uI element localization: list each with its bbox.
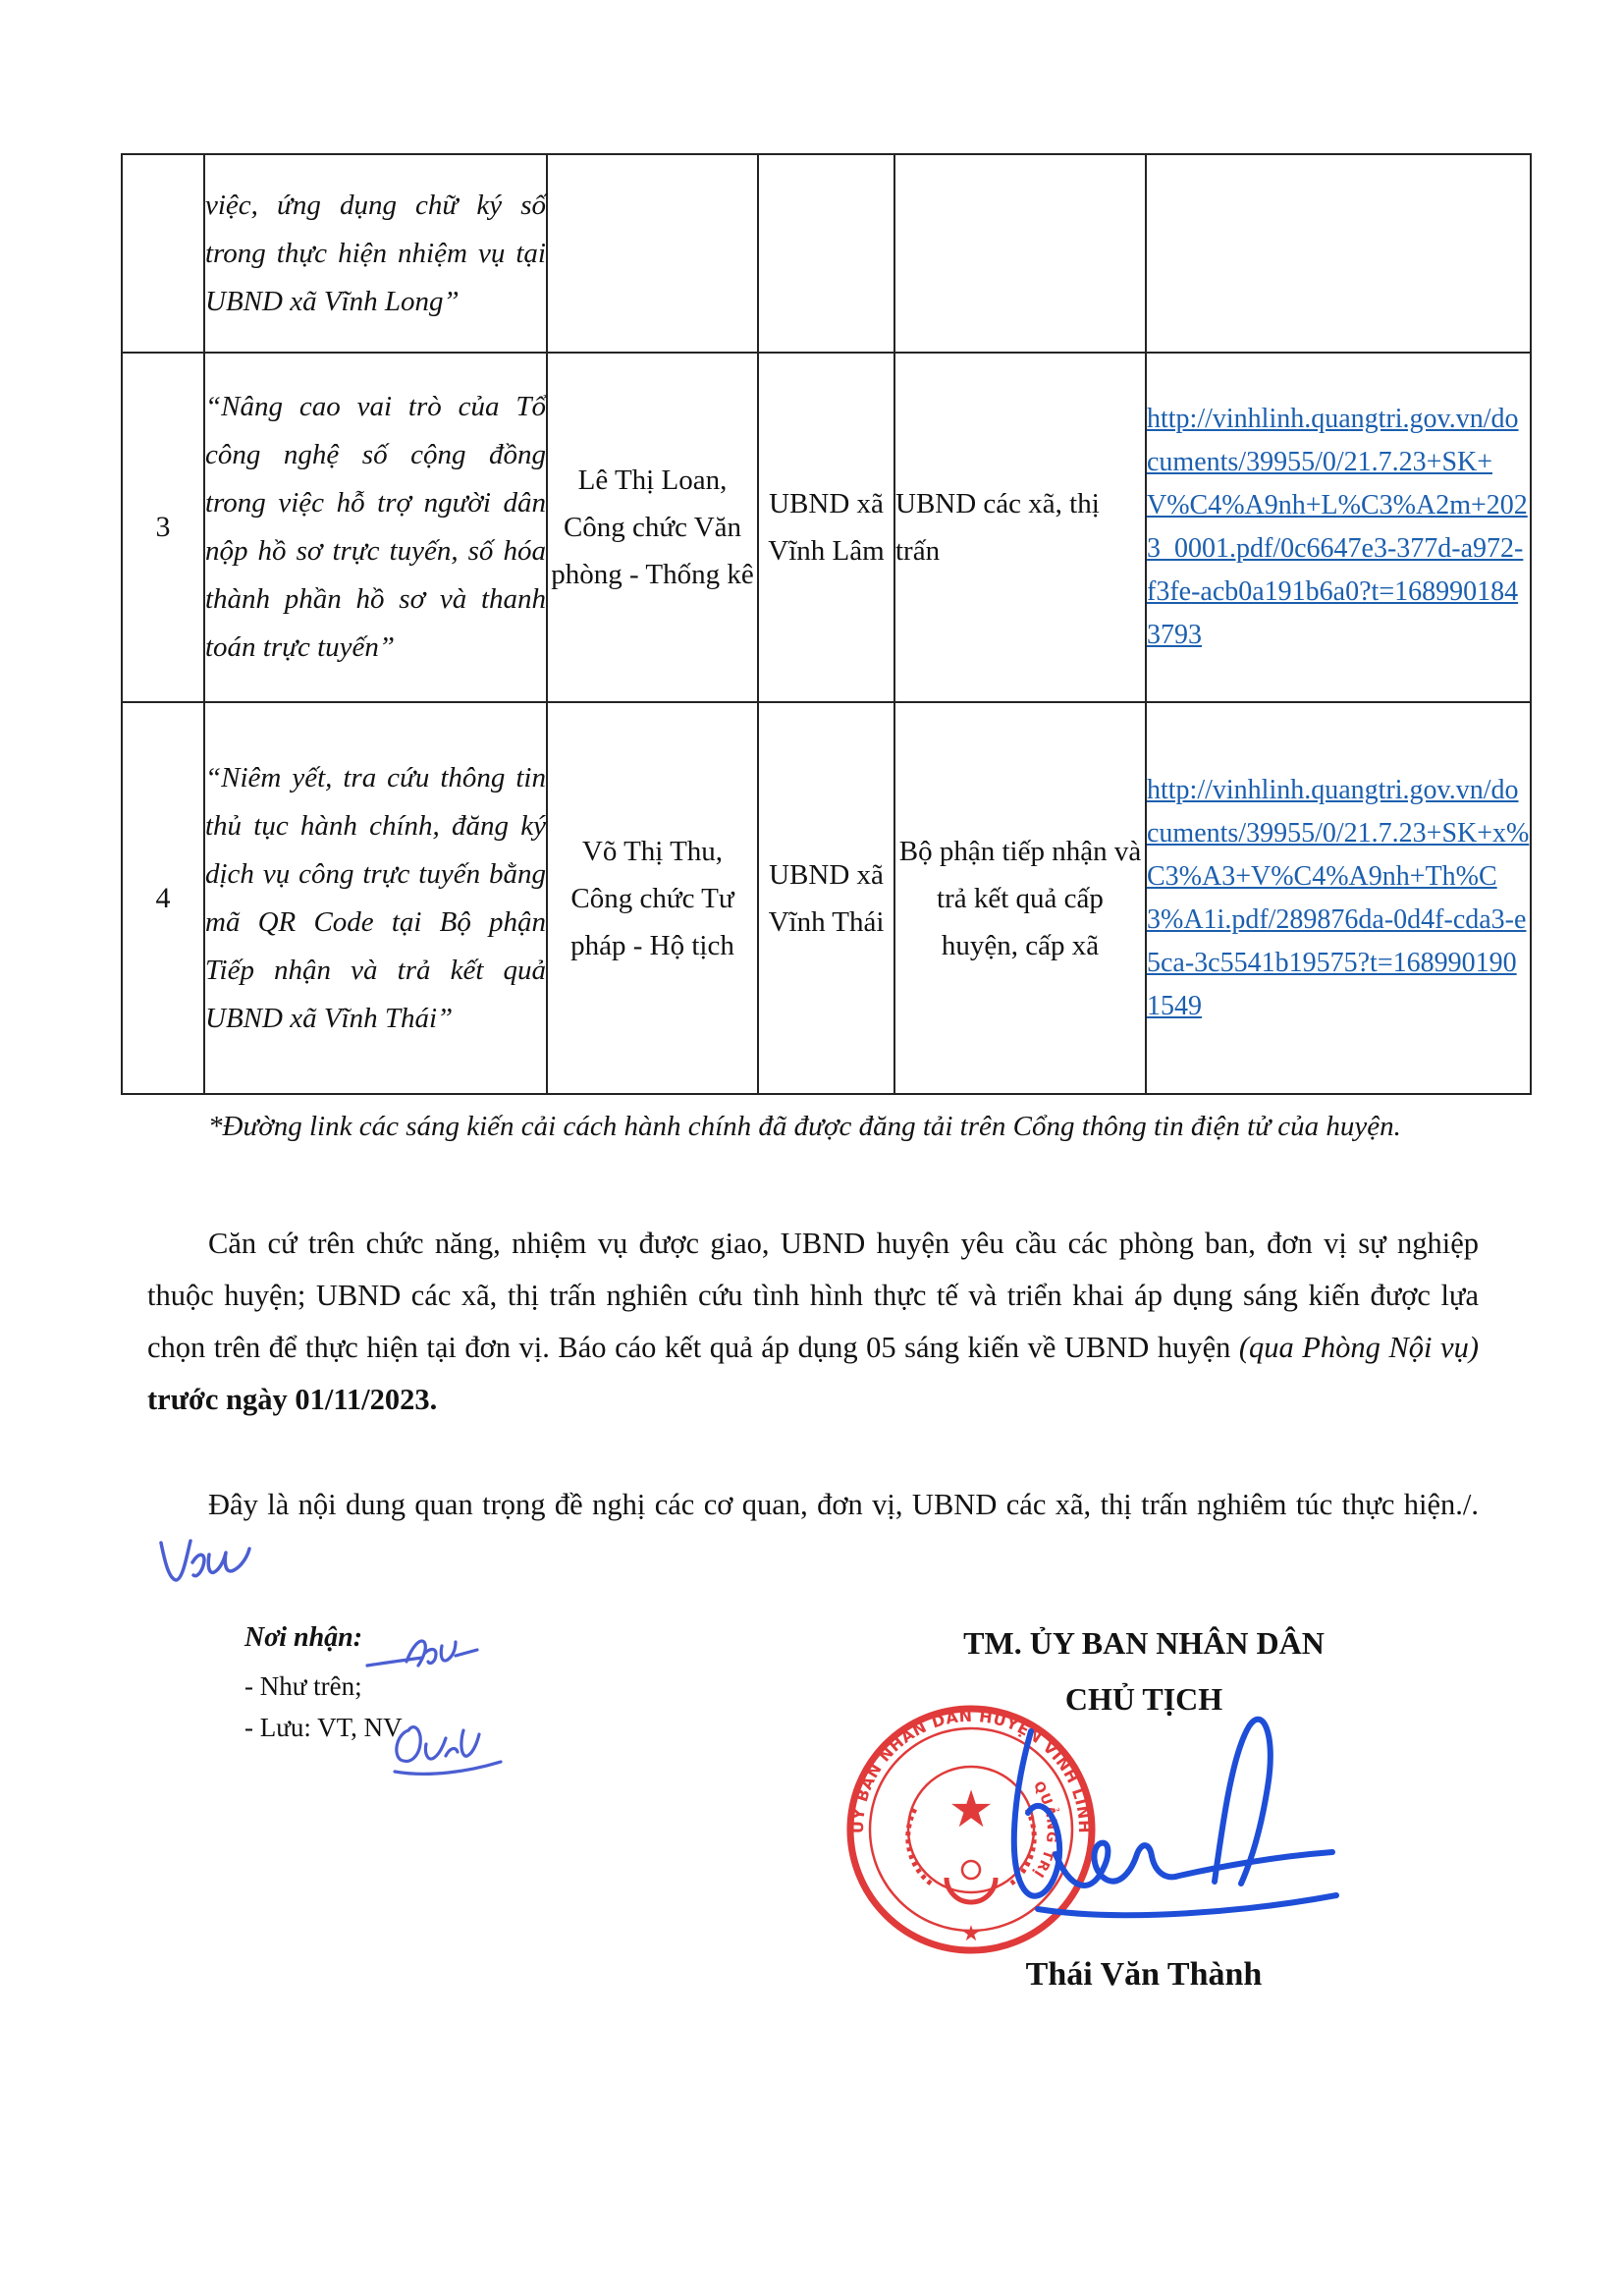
- cell-link: [1146, 353, 1531, 702]
- deadline-text: trước ngày 01/11/2023.: [147, 1383, 438, 1416]
- cell-stt: [122, 154, 204, 353]
- authority-line: TM. ỦY BAN NHÂN DÂN: [963, 1625, 1325, 1661]
- cell-unit: [758, 154, 894, 353]
- paragraph-text: Đây là nội dung quan trọng đề nghị các cơ quan, đơn vị, UBND các xã, thị trấn nghiêm túc thực hiện./.: [208, 1488, 1479, 1521]
- seal-text-top: ỦY BAN NHÂN DÂN HUYỆN VĨNH LINH: [847, 1706, 1095, 1834]
- seal-center-star-icon: ★: [947, 1780, 995, 1839]
- document-hyperlink[interactable]: http://vinhlinh.quangtri.gov.vn/documents/39955/0/21.7.23+SK+x%C3%A3+V%C4%A9nh+Th%C3%A1i.pdf/289876da-0d4f-cda3-e5ca-3c5541b19575?t=1689901901549: [1147, 774, 1530, 1021]
- handwritten-initial-icon: [365, 1628, 483, 1683]
- handwritten-initial-icon: [385, 1717, 513, 1785]
- paragraph-italic-segment: (qua Phòng Nội vụ): [1238, 1331, 1479, 1364]
- cell-author: [547, 154, 758, 353]
- document-hyperlink[interactable]: http://vinhlinh.quangtri.gov.vn/documents/39955/0/21.7.23+SK+V%C4%A9nh+L%C3%A2m+2023_0001.pdf/0c6647e3-377d-a972-f3fe-acb0a191b6a0?t=1689901843793: [1147, 404, 1528, 650]
- table-row: [122, 154, 1531, 353]
- cell-unit: UBND xã Vĩnh Thái: [758, 702, 894, 1094]
- body-paragraph-2: [147, 1479, 1479, 1591]
- cell-link: [1146, 154, 1531, 353]
- cell-author: Lê Thị Loan, Công chức Văn phòng - Thống kê: [547, 353, 758, 702]
- seal-bottom-star-icon: ★: [961, 1922, 981, 1946]
- cell-stt: 3: [122, 353, 204, 702]
- signer-name: Thái Văn Thành: [1025, 1956, 1263, 1993]
- cell-initiative-name: việc, ứng dụng chữ ký số trong thực hiện nhiệm vụ tại UBND xã Vĩnh Long”: [204, 154, 547, 353]
- signature-icon: [957, 1707, 1350, 1938]
- cell-scope: Bộ phận tiếp nhận và trả kết quả cấp huyện, cấp xã: [894, 702, 1146, 1094]
- cell-scope: [894, 154, 1146, 353]
- initiatives-table: [121, 153, 1532, 1095]
- table-row: [122, 353, 1531, 702]
- cell-initiative-name: “Nâng cao vai trò của Tổ công nghệ số cộng đồng trong việc hỗ trợ người dân nộp hồ sơ trực tuyến, số hóa thành phần hồ sơ và thanh toán trực tuyến”: [204, 353, 547, 702]
- footnote-link-note: *Đường link các sáng kiến cải cách hành chính đã được đăng tải trên Cổng thông tin điện tử của huyện.: [208, 1111, 1401, 1142]
- recipients-label: Nơi nhận:: [244, 1622, 363, 1653]
- cell-unit: UBND xã Vĩnh Lâm: [758, 353, 894, 702]
- recipient-item: - Lưu: VT, NV: [244, 1713, 403, 1742]
- recipient-item: - Như trên;: [244, 1671, 362, 1701]
- signer-title: CHỦ TỊCH: [1064, 1681, 1223, 1717]
- cell-scope: UBND các xã, thị trấn: [894, 353, 1146, 702]
- handwritten-initial-icon: [155, 1531, 257, 1590]
- cell-initiative-name: “Niêm yết, tra cứu thông tin thủ tục hành chính, đăng ký dịch vụ công trực tuyến bằng mã QR Code tại Bộ phận Tiếp nhận và trả kết quả UBND xã Vĩnh Thái”: [204, 702, 547, 1094]
- body-paragraph-1: [147, 1218, 1479, 1426]
- paragraph-text: Căn cứ trên chức năng, nhiệm vụ được giao, UBND huyện yêu cầu các phòng ban, đơn vị sự nghiệp thuộc huyện; UBND các xã, thị trấn nghiên cứu tình hình thực tế và triển khai áp dụng sáng kiến được lựa chọn trên để thực hiện tại đơn vị. Báo cáo kết quả áp dụng 05 sáng kiến về UBND huyện: [147, 1227, 1479, 1364]
- cell-author: Võ Thị Thu, Công chức Tư pháp - Hộ tịch: [547, 702, 758, 1094]
- table-row: [122, 702, 1531, 1094]
- cell-stt: 4: [122, 702, 204, 1094]
- seal-text-side: QUẢNG TRỊ: [1029, 1778, 1059, 1882]
- cell-link: [1146, 702, 1531, 1094]
